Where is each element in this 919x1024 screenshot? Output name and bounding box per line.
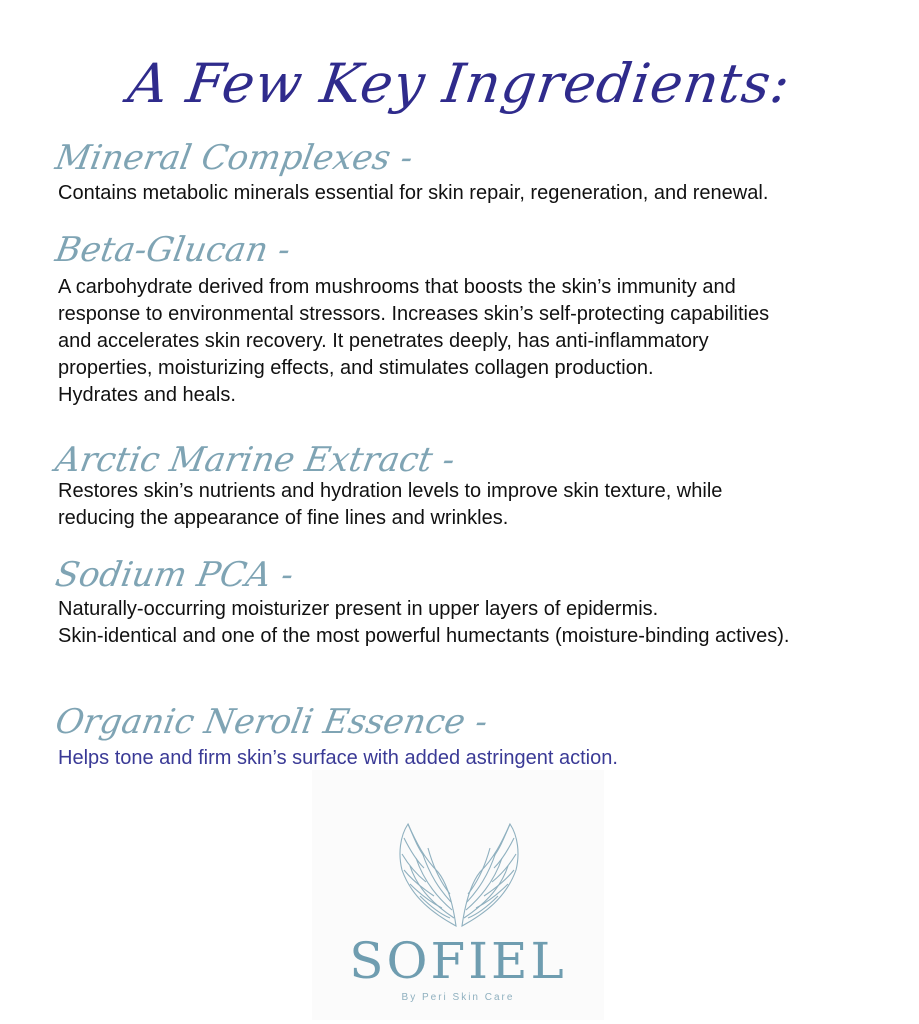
ingredient-description-sodium-pca: [58, 596, 898, 650]
ingredient-name-beta-glucan: Beta-Glucan -: [52, 230, 294, 270]
ingredient-description-beta-glucan: [58, 274, 898, 409]
ingredient-description-arctic-marine-extract: [58, 478, 898, 532]
description-line: and accelerates skin recovery. It penetrates deeply, has anti-inflammatory: [58, 330, 709, 352]
page-title: A Few Key Ingredients:: [124, 52, 795, 115]
description-line: Hydrates and heals.: [58, 384, 236, 406]
description-line: response to environmental stressors. Increases skin’s self-protecting capabilities: [58, 303, 770, 325]
ingredient-name-sodium-pca: Sodium PCA -: [52, 555, 297, 595]
brand-logo: [312, 770, 604, 1020]
description-line: Restores skin’s nutrients and hydration levels to improve skin texture, while: [58, 480, 723, 502]
description-line: Naturally-occurring moisturizer present in upper layers of epidermis.: [58, 598, 659, 620]
ingredient-name-arctic-marine-extract: Arctic Marine Extract -: [52, 440, 458, 480]
ingredient-name-organic-neroli-essence: Organic Neroli Essence -: [52, 702, 491, 742]
ingredient-description-organic-neroli-essence: Helps tone and firm skin’s surface with added astringent action.: [58, 747, 618, 769]
ingredient-description-mineral-complexes: Contains metabolic minerals essential for skin repair, regeneration, and renewal.: [58, 182, 769, 204]
ingredient-name-mineral-complexes: Mineral Complexes -: [52, 138, 416, 178]
description-line: A carbohydrate derived from mushrooms that boosts the skin’s immunity and: [58, 276, 736, 298]
description-line: properties, moisturizing effects, and stimulates collagen production.: [58, 357, 654, 379]
description-line: Skin-identical and one of the most powerful humectants (moisture-binding actives).: [58, 625, 790, 647]
description-line: reducing the appearance of fine lines and wrinkles.: [58, 507, 509, 529]
brand-tagline: By Peri Skin Care: [401, 992, 515, 1003]
angel-wings-icon: [394, 818, 524, 930]
brand-wordmark: SOFIEL: [349, 932, 567, 990]
